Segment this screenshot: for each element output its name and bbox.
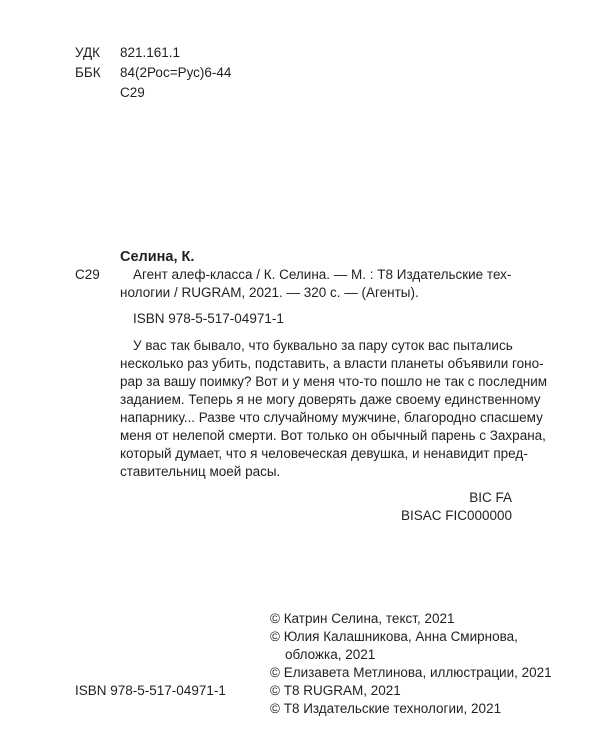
annotation-line-2: несколько раз убить, подставить, а власти планеты объявили гоно- (120, 356, 544, 371)
copyright-line-3: обложка, 2021 (285, 647, 376, 662)
annotation-line-8: ставительниц моей расы. (120, 464, 281, 479)
entry-line-2: нологии / RUGRAM, 2021. — 320 с. — (Агенты). (120, 285, 419, 300)
annotation-line-5: напарнику... Разве что случайному мужчине, благородно спасшему (120, 410, 543, 425)
copyright-line-1: © Катрин Селина, текст, 2021 (270, 611, 455, 626)
bic-code: BIC FA (469, 490, 512, 505)
udk-value: 821.161.1 (120, 45, 181, 60)
entry-mark: С29 (75, 267, 100, 282)
annotation-line-1: У вас так бывало, что буквально за пару суток вас пытались (133, 338, 513, 353)
author-mark: С29 (120, 85, 145, 100)
entry-line-1: Агент алеф-класса / К. Селина. — М. : Т8 Издательские тех- (133, 267, 512, 282)
bbk-label: ББК (75, 65, 101, 80)
copyright-line-6: © Т8 Издательские технологии, 2021 (270, 701, 502, 716)
annotation-line-6: меня от нелепой смерти. Вот только он обычный парень с Захрана, (120, 428, 546, 443)
copyright-line-5: © Т8 RUGRAM, 2021 (270, 683, 401, 698)
footer-isbn: ISBN 978-5-517-04971-1 (75, 683, 226, 698)
udk-label: УДК (75, 45, 100, 60)
copyright-line-4: © Елизавета Метлинова, иллюстрации, 2021 (270, 665, 552, 680)
annotation-line-4: заданием. Теперь я не могу доверять даже своему единственному (120, 392, 541, 407)
annotation-line-3: рар за вашу поимку? Вот и у меня что-то пошло не так с последним (120, 374, 548, 389)
annotation-line-7: который думает, что я человеческая девушка, и ненавидит пред- (120, 446, 528, 461)
bbk-value: 84(2Рос=Рус)6-44 (120, 65, 232, 80)
entry-author: Селина, К. (120, 249, 195, 265)
bisac-code: BISAC FIC000000 (400, 508, 512, 523)
entry-isbn: ISBN 978-5-517-04971-1 (133, 311, 284, 326)
copyright-line-2: © Юлия Калашникова, Анна Смирнова, (270, 629, 518, 644)
